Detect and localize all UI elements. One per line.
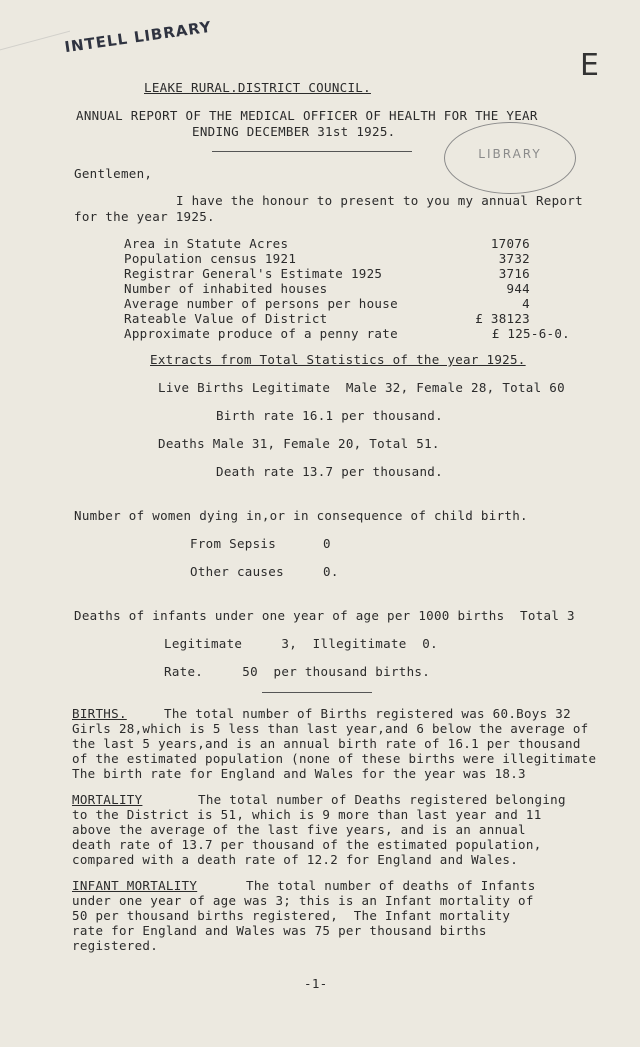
stat-value: £ 38123 [475,311,530,326]
stat-value: 944 [506,281,530,296]
title-divider [212,151,412,152]
library-oval-stamp [444,122,576,194]
births-line: The total number of Births registered was 60.Boys 32 [164,706,571,721]
mortality-line: to the District is 51, which is 9 more than last year and 11 [72,807,542,822]
section-divider [262,692,372,693]
stat-label: Population census 1921 [124,251,297,266]
infant-deaths-rate: Rate. 50 per thousand births. [164,664,431,679]
infant-mortality-line: 50 per thousand births registered, The Infant mortality [72,908,511,923]
mortality-line: compared with a death rate of 12.2 for England and Wales. [72,852,519,867]
infant-mortality-label: INFANT MORTALITY [72,878,198,893]
births-line: of the estimated population (none of these births were illegitimate [72,751,597,766]
mortality-line: above the average of the last five years, and is an annual [72,822,526,837]
stat-label: Area in Statute Acres [124,236,289,251]
maternal-other: Other causes 0. [190,564,339,579]
births-line: Girls 28,which is 5 less than last year,and 6 below the average of [72,721,589,736]
page-number: -1- [304,976,328,991]
stat-label: Number of inhabited houses [124,281,328,296]
stat-value: £ 125-6-0. [491,326,570,341]
infant-mortality-line: under one year of age was 3; this is an Infant mortality of [72,893,534,908]
extracts-title: Extracts from Total Statistics of the year 1925. [150,352,526,367]
report-title-line2: ENDING DECEMBER 31st 1925. [192,124,396,139]
intro-line2: for the year 1925. [74,209,215,224]
stat-label: Approximate produce of a penny rate [124,326,398,341]
infant-mortality-line: The total number of deaths of Infants [246,878,536,893]
stat-value: 4 [522,296,530,311]
maternal-heading: Number of women dying in,or in consequence of child birth. [74,508,528,523]
stat-label: Rateable Value of District [124,311,328,326]
mortality-line: The total number of Deaths registered belonging [198,792,566,807]
infant-mortality-line: registered. [72,938,159,953]
handwritten-mark: E [580,48,599,83]
mortality-label: MORTALITY [72,792,143,807]
stat-value: 3732 [498,251,530,266]
live-births: Live Births Legitimate Male 32, Female 28, Total 60 [158,380,565,395]
library-stamp-text: INTELL LIBRARY [63,17,213,57]
maternal-sepsis: From Sepsis 0 [190,536,331,551]
births-label: BIRTHS. [72,706,127,721]
mortality-line: death rate of 13.7 per thousand of the estimated population, [72,837,542,852]
council-name: LEAKE RURAL.DISTRICT COUNCIL. [144,80,371,95]
stat-value: 17076 [490,236,530,251]
birth-rate: Birth rate 16.1 per thousand. [216,408,443,423]
folded-corner [0,0,70,50]
report-title-line1: ANNUAL REPORT OF THE MEDICAL OFFICER OF HEALTH FOR THE YEAR [76,108,538,123]
death-rate: Death rate 13.7 per thousand. [216,464,443,479]
infant-deaths-heading: Deaths of infants under one year of age per 1000 births Total 3 [74,608,575,623]
intro-line1: I have the honour to present to you my annual Report [176,193,583,208]
births-line: The birth rate for England and Wales for the year was 18.3 [72,766,526,781]
infant-mortality-line: rate for England and Wales was 75 per thousand births [72,923,487,938]
stat-label: Registrar General's Estimate 1925 [124,266,383,281]
births-line: the last 5 years,and is an annual birth rate of 16.1 per thousand [72,736,581,751]
library-stamp-label: LIBRARY [478,147,542,161]
deaths: Deaths Male 31, Female 20, Total 51. [158,436,440,451]
stat-value: 3716 [498,266,530,281]
stat-label: Average number of persons per house [124,296,398,311]
infant-deaths-legitimate: Legitimate 3, Illegitimate 0. [164,636,438,651]
salutation: Gentlemen, [74,166,153,181]
